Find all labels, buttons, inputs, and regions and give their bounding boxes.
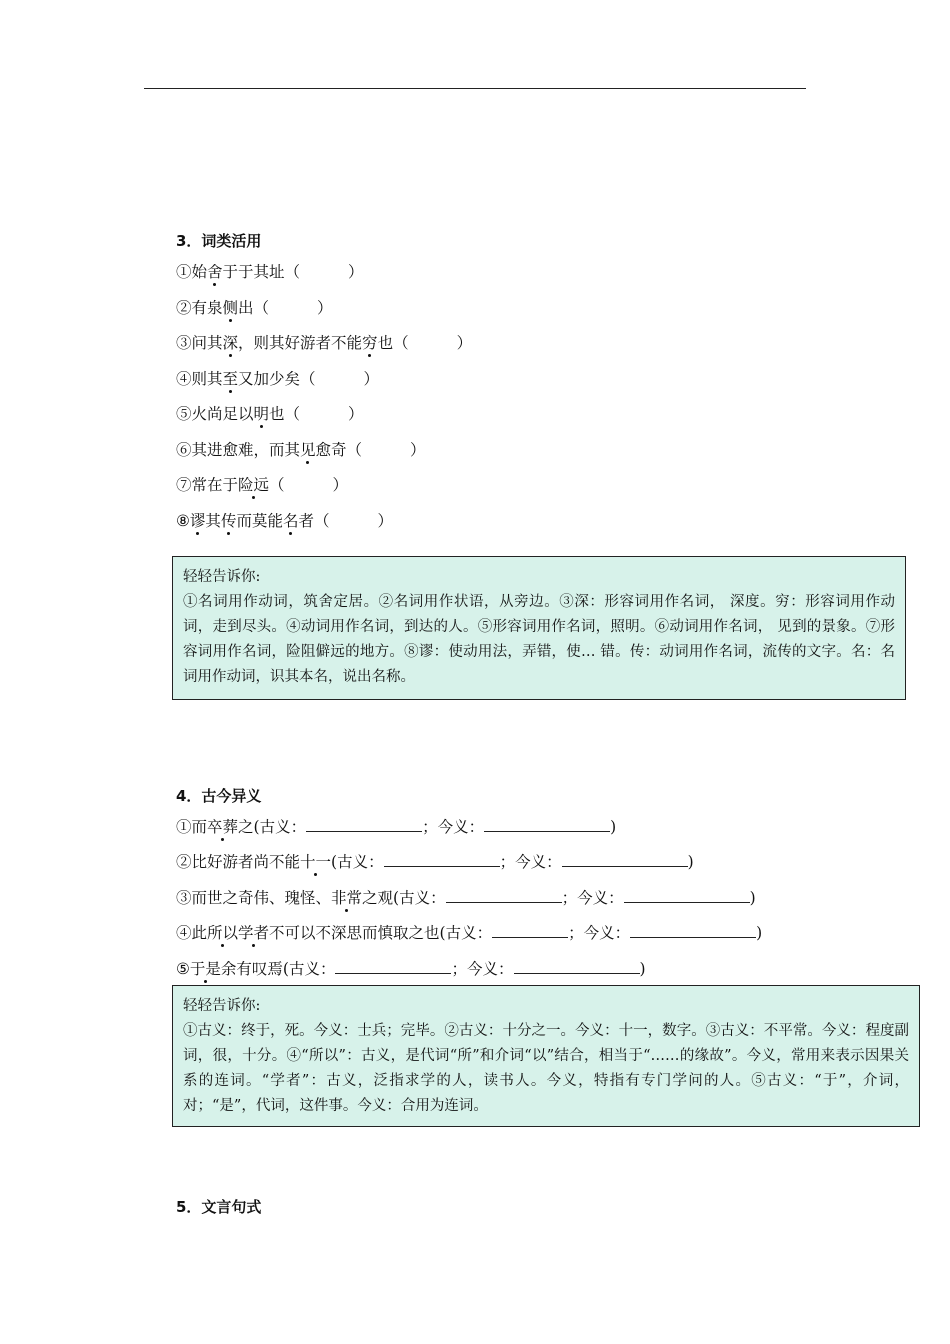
s3-item-6: ⑥其进愈难，而其见愈奇（ ） — [176, 438, 426, 460]
s4-tip-text: ①古义：终于，死。今义：士兵；完毕。②古义：十分之一。今义：十一，数字。③古义：不平常。今义：程度副词，很，十分。④“所以”：古义，是代词“所”和介词“以”结合，相当于“……的缘故”。今义，常用来表示因果关系的连词。“学者”：古义，泛指求学的人，读书人。今义，特指有专门学问的人。⑤古义：“于”，介词，对；“是”，代词，这件事。今义：合用为连词。 — [183, 1023, 909, 1114]
s3-tip-title: 轻轻告诉你: — [183, 569, 261, 585]
blank-modern-5[interactable] — [514, 959, 640, 974]
blank-modern-3[interactable] — [624, 888, 750, 903]
blank-ancient-5[interactable] — [335, 959, 451, 974]
s4-item-1: ①而卒葬之(古义： ；今义： ) — [176, 815, 616, 837]
blank-modern-2[interactable] — [562, 852, 688, 867]
s4-tip-title: 轻轻告诉你: — [183, 998, 261, 1014]
s3-tip-box — [172, 556, 906, 700]
blank-ancient-2[interactable] — [384, 852, 500, 867]
s3-item-2: ②有泉侧出（ ） — [176, 296, 333, 318]
s4-tip-box — [172, 985, 920, 1127]
section3-heading: 3．词类活用 — [176, 232, 262, 250]
blank-ancient-4[interactable] — [492, 923, 568, 938]
s3-item-4: ④则其至又加少矣（ ） — [176, 367, 379, 389]
s4-item-2: ②比好游者尚不能十一(古义： ；今义： ) — [176, 850, 694, 872]
s3-item-7: ⑦常在于险远（ ） — [176, 473, 348, 495]
blank-ancient-1[interactable] — [306, 817, 422, 832]
s3-item-3: ③问其深，则其好游者不能穷也（ ） — [176, 331, 472, 353]
s4-item-3: ③而世之奇伟、瑰怪、非常之观(古义： ；今义： ) — [176, 886, 756, 908]
s3-item-1: ①始舍于于其址（ ） — [176, 260, 364, 282]
header-rule — [144, 88, 806, 89]
blank-modern-1[interactable] — [484, 817, 610, 832]
s3-item-5: ⑤火尚足以明也（ ） — [176, 402, 364, 424]
section4-heading: 4．古今异义 — [176, 787, 262, 805]
s4-item-4: ④此所以学者不可以不深思而慎取之也(古义： ；今义： ) — [176, 921, 762, 943]
blank-modern-4[interactable] — [630, 923, 756, 938]
section5-heading: 5．文言句式 — [176, 1198, 262, 1216]
blank-ancient-3[interactable] — [446, 888, 562, 903]
s3-tip-text: ①名词用作动词，筑舍定居。②名词用作状语，从旁边。③深：形容词用作名词， 深度。穷：形容词用作动词，走到尽头。④动词用作名词，到达的人。⑤形容词用作名词，照明。⑥动词用作名词， 见到的景象。⑦形容词用作名词，险阻僻远的地方。⑧谬：使动用法，弄错，使… 错。传：动词用作名词，流传的文字。名：名词用作动词，识其本名，说出名称。 — [183, 594, 895, 685]
s4-item-5: ⑤于是余有叹焉(古义： ；今义： ) — [176, 957, 646, 979]
s3-item-8: ⑧谬其传而莫能名者（ ） — [176, 509, 393, 531]
